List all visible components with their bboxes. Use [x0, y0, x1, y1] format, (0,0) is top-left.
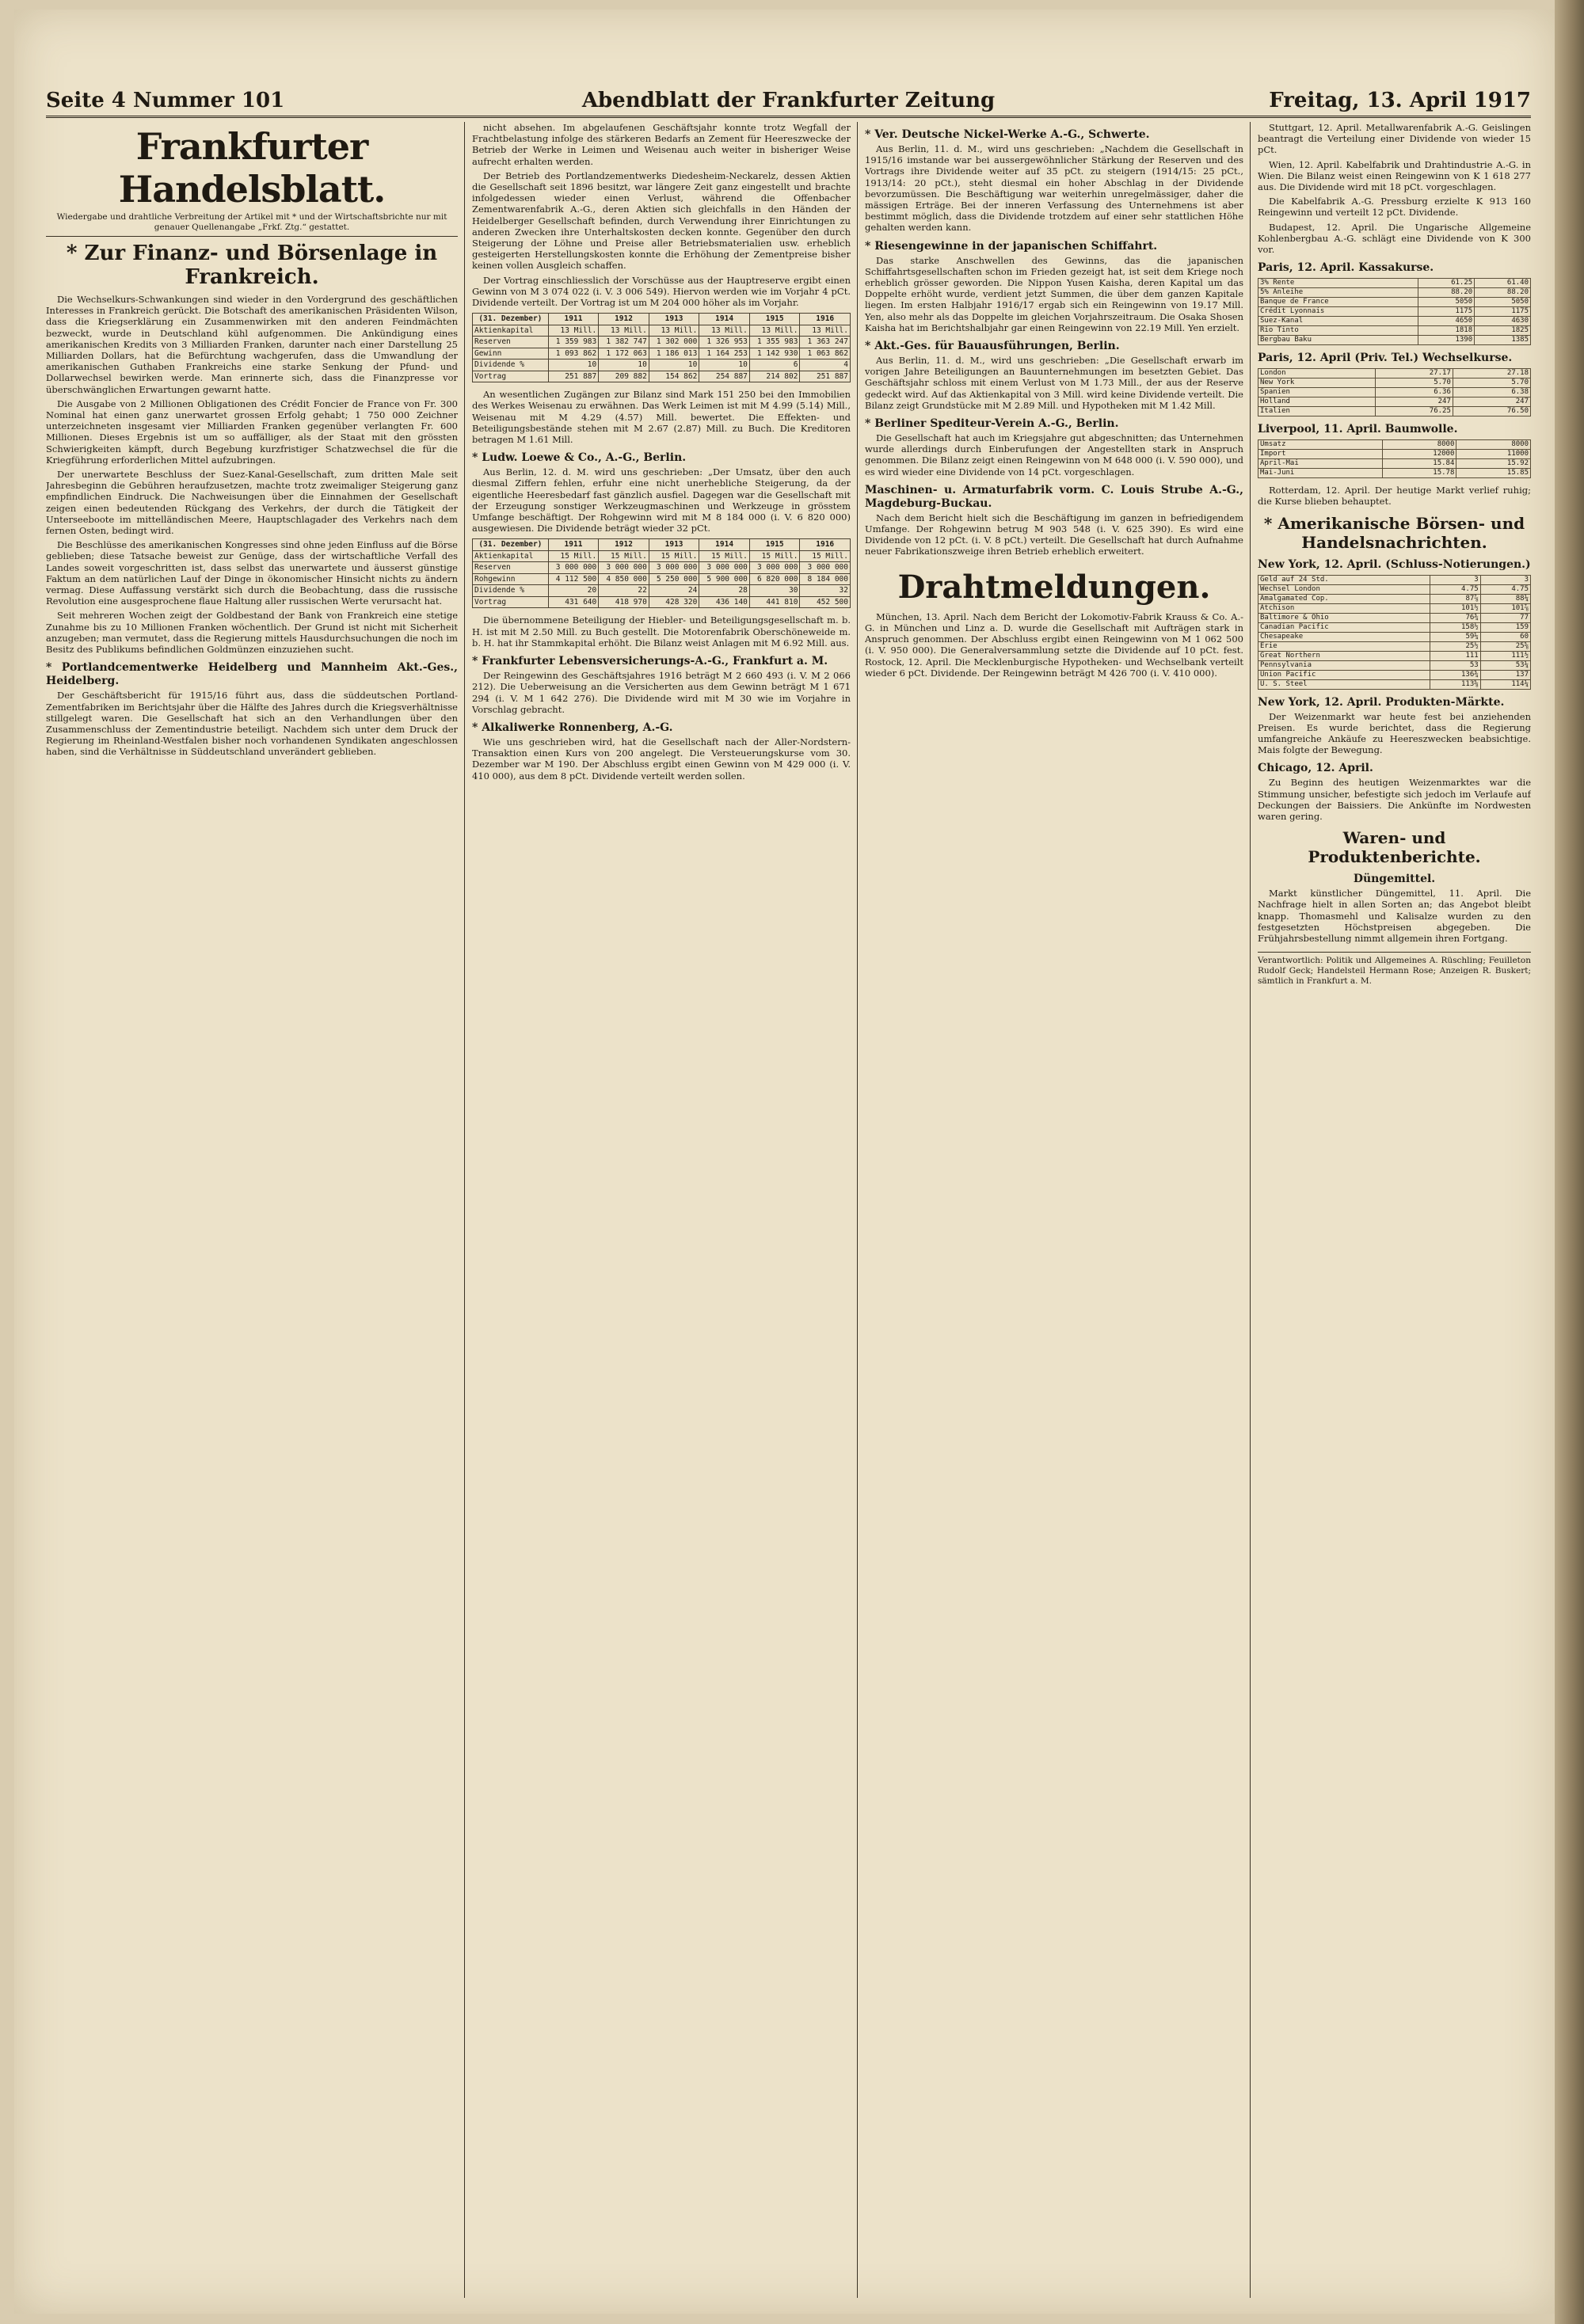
table-header-cell: 1915	[749, 314, 800, 325]
quote-row	[1258, 336, 1531, 345]
quote-cell: London	[1258, 369, 1376, 378]
article-headline: * Zur Finanz- und Börsenlage in Frankreich.	[66, 242, 438, 289]
article-paragraph: Seit mehreren Wochen zeigt der Goldbestand der Bank von Frankreich eine stetige Zunahme bis zu 10 Millionen Franken wöchentlich. Der Grund ist nicht mit Sicherheit anzugeben; man vermutet, dass die Regierung mittels Hausdurchsuchungen die noch im Besitz des Publikums befindlichen Goldmünzen einzuziehen sucht.	[46, 610, 458, 656]
quote-cell: Holland	[1258, 397, 1376, 407]
quote-cell: 88.20	[1418, 288, 1475, 298]
table-cell: 24	[649, 585, 699, 597]
quote-cell: 25½	[1430, 641, 1480, 651]
table-cell: 32	[800, 585, 851, 597]
page-number: Seite 4 Nummer 101	[46, 89, 285, 112]
article-paragraph: Wie uns geschrieben wird, hat die Gesellschaft nach der Aller-Nordstern-Transaktion einen Kurs von 200 angelegt. Die Versteuerungskurse vom 30. Dezember war M 190. Der Abschluss ergibt einen Gewinn von M 429 000 (i. V. 410 000), aus dem 8 pCt. Dividende verteilt werden sollen.	[472, 736, 851, 782]
quote-row	[1258, 469, 1531, 478]
quote-cell: 1385	[1475, 336, 1531, 345]
quote-table-title: Liverpool, 11. April. Baumwolle.	[1258, 423, 1458, 436]
table-cell: 431 640	[548, 596, 599, 608]
quote-cell: Italien	[1258, 407, 1376, 416]
table-cell: 452 500	[800, 596, 851, 608]
table-cell: 3 000 000	[749, 562, 800, 574]
table-cell: Dividende %	[473, 585, 549, 597]
quote-row	[1258, 613, 1531, 622]
quote-row	[1258, 660, 1531, 670]
market-note: Zu Beginn des heutigen Weizenmarktes war die Stimmung unsicher, befestigte sich jedoch im Verlaufe auf Deckungen der Baissiers. Die Ankünfte im Nordwesten waren gering.	[1258, 777, 1531, 823]
article-headline: * Ludw. Loewe & Co., A.-G., Berlin.	[472, 451, 687, 465]
section-headline: * Amerikanische Börsen- und Handelsnachrichten.	[1263, 513, 1525, 552]
table-cell: 15 Mill.	[749, 550, 800, 562]
market-note: Die Kabelfabrik A.-G. Pressburg erzielte K 913 160 Reingewinn und verteilt 12 pCt. Dividende.	[1258, 196, 1531, 219]
table-header-row	[473, 539, 851, 551]
quote-row	[1258, 279, 1531, 288]
quote-cell: 111½	[1480, 651, 1530, 660]
table-header-cell: (31. Dezember)	[473, 314, 549, 325]
quote-cell: Canadian Pacific	[1258, 622, 1430, 632]
quote-cell: 11000	[1456, 450, 1531, 459]
quote-cell: Chesapeake	[1258, 632, 1430, 641]
quote-row	[1258, 317, 1531, 326]
quote-cell: 136¾	[1430, 670, 1480, 679]
table-cell: 1 302 000	[649, 337, 699, 348]
quote-cell: Erie	[1258, 641, 1430, 651]
table-cell: 13 Mill.	[599, 325, 649, 337]
quote-cell: 27.18	[1453, 369, 1530, 378]
quote-cell: 4650	[1418, 317, 1475, 326]
table-header-cell: 1914	[699, 539, 750, 551]
quote-cell: U. S. Steel	[1258, 679, 1430, 689]
table-cell: 441 810	[749, 596, 800, 608]
quote-row	[1258, 388, 1531, 397]
table-header-cell: 1912	[599, 539, 649, 551]
table-cell: 1 164 253	[699, 348, 750, 359]
quote-table-title: New York, 12. April. (Schluss-Notierungen.)	[1258, 557, 1531, 571]
table-cell: 6 820 000	[749, 573, 800, 585]
quote-table-title: Paris, 12. April (Priv. Tel.) Wechselkurse.	[1258, 352, 1513, 365]
article-headline: * Portlandcementwerke Heidelberg und Mannheim Akt.-Ges., Heidelberg.	[46, 661, 458, 688]
quote-cell: 88¼	[1480, 594, 1530, 603]
quote-cell: 4.75	[1480, 584, 1530, 594]
table-cell: 154 862	[649, 371, 699, 382]
table-cell: 1 382 747	[599, 337, 649, 348]
table-row	[473, 337, 851, 348]
table-cell: 10	[649, 359, 699, 371]
reprint-note: Wiedergabe und drahtliche Verbreitung der Artikel mit * und der Wirtschaftsbrichte nur mit genauer Quellenangabe „Frkf. Ztg.“ gestattet.	[46, 212, 458, 237]
section-title: Frankfurter Handelsblatt.	[118, 125, 386, 211]
quote-cell: Great Northern	[1258, 651, 1430, 660]
subsection-headline: Düngemittel.	[1353, 873, 1436, 886]
table-header-cell: 1915	[749, 539, 800, 551]
quote-row	[1258, 632, 1531, 641]
quote-cell: 1390	[1418, 336, 1475, 345]
table-header-cell: 1912	[599, 314, 649, 325]
quote-cell: Amalgamated Cop.	[1258, 594, 1430, 603]
quote-cell: 6.36	[1375, 388, 1453, 397]
article-paragraph: Der unerwartete Beschluss der Suez-Kanal-Gesellschaft, zum dritten Male seit Jahresbeginn die Gebühren heraufzusetzen, machte trotz zweimaliger Steigerung ganz empfindlichen Eindruck. Die Nachweisungen über die Einnahmen der Gesellschaft zeigen einen bedeutenden Rückgang des Verkehrs, der durch die Tätigkeit der Unterseeboote im mittelländischen Meere, Hauptschlagader des Verkehrs nach dem fernen Osten, bedingt wird.	[46, 469, 458, 537]
quote-table-title: Paris, 12. April. Kassakurse.	[1258, 261, 1434, 275]
quote-cell: 1175	[1475, 307, 1531, 317]
quote-row	[1258, 440, 1531, 450]
quote-table-title: New York, 12. April. Produkten-Märkte.	[1258, 695, 1505, 709]
quote-cell: 6.38	[1453, 388, 1530, 397]
financial-table	[472, 538, 851, 608]
quote-cell: 114¼	[1480, 679, 1530, 689]
table-cell: 20	[548, 585, 599, 597]
table-cell: Aktienkapital	[473, 325, 549, 337]
quote-cell: Crédit Lyonnais	[1258, 307, 1418, 317]
article-paragraph: Aus Berlin, 11. d. M., wird uns geschrieben: „Nachdem die Gesellschaft in 1915/16 imstande war bei aussergewöhnlicher Stärkung der Reserven und des Vortrags ihre Dividende weiter auf 35 pCt. zu steigern (1914/15: 25 pCt., 1913/14: 20 pCt.), steht diesmal ein hoher Abschlag in der Dividende bevorzumüssen. Die Beschäftigung war weiterhin unregelmässiger, daher die mässigen Erträge. Bei der inneren Verfassung des Unternehmens ist aber bestimmt möglich, dass die Dividende trotzdem auf einer sehr stattlichen Höhe gehalten werden kann.	[865, 143, 1243, 234]
table-cell: Aktienkapital	[473, 550, 549, 562]
quote-cell: 53	[1430, 660, 1480, 670]
quote-cell: April-Mai	[1258, 459, 1383, 469]
quote-table	[1258, 439, 1531, 478]
table-cell: 5 900 000	[699, 573, 750, 585]
quote-row	[1258, 407, 1531, 416]
table-header-cell: (31. Dezember)	[473, 539, 549, 551]
quote-cell: 1825	[1475, 326, 1531, 336]
quote-row	[1258, 622, 1531, 632]
quote-cell: 27.17	[1375, 369, 1453, 378]
table-cell: Rohgewinn	[473, 573, 549, 585]
article-headline: * Ver. Deutsche Nickel-Werke A.-G., Schwerte.	[865, 128, 1150, 141]
article-paragraph: Aus Berlin, 12. d. M. wird uns geschrieben: „Der Umsatz, über den auch diesmal Ziffern fehlen, erfuhr eine nicht unerhebliche Steigerung, da der eigentliche Heeresbedarf fast gänzlich ausfiel. Dagegen war die Gesellschaft mit der Erzeugung sonstiger Werkzeugmaschinen und Werkzeuge in grösstem Umfange beschäftigt. Der Rohgewinn wird mit M 8 184 000 (i. V. 6 820 000) ausgewiesen. Die Dividende beträgt wieder 32 pCt.	[472, 466, 851, 534]
quote-cell: 15.84	[1382, 459, 1456, 469]
article-headline: * Akt.-Ges. für Bauausführungen, Berlin.	[865, 340, 1120, 353]
table-cell: 15 Mill.	[548, 550, 599, 562]
column-rule	[464, 122, 465, 2298]
table-cell: 4 850 000	[599, 573, 649, 585]
table-cell: 1 363 247	[800, 337, 851, 348]
quote-cell: 1175	[1418, 307, 1475, 317]
column-4	[1258, 122, 1531, 2298]
quote-cell: 5050	[1475, 298, 1531, 307]
quote-cell: 15.92	[1456, 459, 1531, 469]
quote-row	[1258, 459, 1531, 469]
quote-cell: 158½	[1430, 622, 1480, 632]
newspaper-name: Abendblatt der Frankfurter Zeitung	[581, 89, 996, 112]
quote-cell: 61.25	[1418, 279, 1475, 288]
article-paragraph: Der Reingewinn des Geschäftsjahres 1916 beträgt M 2 660 493 (i. V. M 2 066 212). Die Ueberweisung an die Versicherten aus dem Gewinn beträgt M 1 671 294 (i. V. M 1 642 276). Die Dividende wird mit M 30 wie im Vorjahre in Vorschlag gebracht.	[472, 670, 851, 715]
quote-cell: Mai-Juni	[1258, 469, 1383, 478]
article-paragraph: Der Betrieb des Portlandzementwerks Diedesheim-Neckarelz, dessen Aktien die Gesellschaft seit 1896 besitzt, war längere Zeit ganz eingestellt und brachte infolgedessen wieder einen Verlust, während die Offenbacher Zementwarenfabrik A.-G., deren Aktien sich gleichfalls in den Händen der Heidelberger Gesellschaft befinden, durch Verwendung ihrer Einrichtungen zu anderen Zwecken ihre Unterhaltskosten decken konnte. Gegenüber den durch Steigerung der Löhne und Preise aller Betriebsmaterialien usw. erheblich gesteigerten Herstellungskosten konnte die Erhöhung der Zementpreise bisher keinen vollen Ausgleich schaffen.	[472, 169, 851, 272]
quote-cell: 88.20	[1475, 288, 1531, 298]
article-paragraph: Die übernommene Beteiligung der Hiebler- und Beteiligungsgesellschaft m. b. H. ist mit M 2.50 Mill. zu Buch gestellt. Die Motorenfabrik Oberschöneweide m. b. H. hat ihr Stammkapital erhöht. Die Bilanz weist Anlagen mit M 6.92 Mill. aus.	[472, 614, 851, 649]
quote-cell: 5.70	[1375, 378, 1453, 388]
table-row	[473, 562, 851, 574]
table-cell: 15 Mill.	[649, 550, 699, 562]
column-2	[472, 122, 851, 2298]
quote-cell: 5050	[1418, 298, 1475, 307]
quote-cell: 113⅝	[1430, 679, 1480, 689]
article-paragraph: Aus Berlin, 11. d. M., wird uns geschrieben: „Die Gesellschaft erwarb im vorigen Jahre Beteiligungen an Bauunternehmungen im besetzten Gebiet. Das Geschäftsjahr schloss mit einem Verlust von M 1.73 Mill., der aus der Reserve gedeckt wird. Auf das Aktienkapital von 3 Mill. wird keine Dividende verteilt. Die Bilanz zeigt Grundstücke mit M 2.89 Mill. und Hypotheken mit M 1.42 Mill.	[865, 355, 1243, 411]
table-row	[473, 596, 851, 608]
imprint: Verantwortlich: Politik und Allgemeines A. Rüschling; Feuilleton Rudolf Geck; Handelsteil Hermann Rose; Anzeigen R. Buskert; sämtlich in Frankfurt a. M.	[1258, 952, 1531, 987]
quote-cell: Umsatz	[1258, 440, 1383, 450]
quote-row	[1258, 288, 1531, 298]
column-3	[865, 122, 1243, 2298]
quote-row	[1258, 594, 1531, 603]
article-headline: * Berliner Spediteur-Verein A.-G., Berlin.	[865, 417, 1119, 431]
column-rule	[1250, 122, 1251, 2298]
page-binding-edge	[1555, 0, 1584, 2324]
quote-cell: 25⅝	[1480, 641, 1530, 651]
quote-cell: Union Pacific	[1258, 670, 1430, 679]
quote-cell: Import	[1258, 450, 1383, 459]
table-row	[473, 325, 851, 337]
table-cell: 436 140	[699, 596, 750, 608]
quote-cell: Spanien	[1258, 388, 1376, 397]
quote-table	[1258, 278, 1531, 345]
table-cell: 15 Mill.	[699, 550, 750, 562]
quote-table	[1258, 575, 1531, 690]
quote-cell: 111	[1430, 651, 1480, 660]
quote-row	[1258, 584, 1531, 594]
table-cell: 13 Mill.	[548, 325, 599, 337]
table-row	[473, 573, 851, 585]
quote-cell: 77	[1480, 613, 1530, 622]
market-note: Der Weizenmarkt war heute fest bei anziehenden Preisen. Es wurde berichtet, dass die Regierung umfangreiche Ankäufe zu Heereszwecken beabsichtige. Mais folgte der Bewegung.	[1258, 710, 1531, 756]
quote-cell: Atchison	[1258, 603, 1430, 613]
quote-cell: 4630	[1475, 317, 1531, 326]
quote-cell: Baltimore & Ohio	[1258, 613, 1430, 622]
quote-cell: 60	[1480, 632, 1530, 641]
quote-cell: Pennsylvania	[1258, 660, 1430, 670]
table-header-cell: 1916	[800, 539, 851, 551]
table-cell: 1 093 862	[548, 348, 599, 359]
table-cell: 13 Mill.	[699, 325, 750, 337]
quote-cell: 8000	[1382, 440, 1456, 450]
quote-cell: 76¾	[1430, 613, 1480, 622]
quote-cell: 87⅞	[1430, 594, 1480, 603]
table-row	[473, 359, 851, 371]
quote-row	[1258, 326, 1531, 336]
masthead	[46, 89, 1531, 118]
quote-cell: 61.40	[1475, 279, 1531, 288]
table-cell: Vortrag	[473, 596, 549, 608]
table-cell: 13 Mill.	[800, 325, 851, 337]
quote-cell: Wechsel London	[1258, 584, 1430, 594]
table-cell: 1 142 930	[749, 348, 800, 359]
table-header-cell: 1911	[548, 539, 599, 551]
table-cell: Gewinn	[473, 348, 549, 359]
table-cell: 10	[699, 359, 750, 371]
table-cell: 3 000 000	[599, 562, 649, 574]
section-title-wire-reports: Drahtmeldungen.	[897, 568, 1211, 606]
quote-cell: 15.85	[1456, 469, 1531, 478]
table-header-cell: 1913	[649, 314, 699, 325]
table-cell: 1 186 013	[649, 348, 699, 359]
quote-cell: 12000	[1382, 450, 1456, 459]
table-cell: 30	[749, 585, 800, 597]
article-headline: Maschinen- u. Armaturfabrik vorm. C. Louis Strube A.-G., Magdeburg-Buckau.	[865, 483, 1243, 510]
article-paragraph: nicht absehen. Im abgelaufenen Geschäftsjahr konnte trotz Wegfall der Frachtbelastung infolge des stärkeren Bedarfs an Zement für Heereszwecke der Betrieb der Werke in Leimen und Weisenau auch weiter in bisheriger Weise aufrecht erhalten werden.	[472, 122, 851, 167]
table-header-row	[473, 314, 851, 325]
table-cell: 13 Mill.	[749, 325, 800, 337]
quote-cell: Bergbau Baku	[1258, 336, 1418, 345]
quote-cell: 3	[1430, 575, 1480, 584]
quote-cell: 53¼	[1480, 660, 1530, 670]
table-cell: 251 887	[800, 371, 851, 382]
quote-cell: 76.50	[1453, 407, 1530, 416]
quote-row	[1258, 651, 1531, 660]
table-cell: 214 802	[749, 371, 800, 382]
article-paragraph: Die Gesellschaft hat auch im Kriegsjahre gut abgeschnitten; das Unternehmen wurde allerdings durch Einberufungen der Angestellten stark in Anspruch genommen. Die Bilanz zeigt einen Reingewinn von M 648 000 (i. V. 590 000), und es wird wieder eine Dividende von 14 pCt. vorgeschlagen.	[865, 432, 1243, 477]
issue-date: Freitag, 13. April 1917	[1269, 89, 1531, 112]
table-cell: 28	[699, 585, 750, 597]
quote-cell: Rio Tinto	[1258, 326, 1418, 336]
table-cell: 15 Mill.	[800, 550, 851, 562]
table-cell: 1 172 063	[599, 348, 649, 359]
table-cell: 4	[800, 359, 851, 371]
table-cell: 209 882	[599, 371, 649, 382]
quote-row	[1258, 298, 1531, 307]
quote-row	[1258, 641, 1531, 651]
article-paragraph: München, 13. April. Nach dem Bericht der Lokomotiv-Fabrik Krauss & Co. A.-G. in München und Linz a. D. wurde die Gesellschaft mit Aufträgen stark in Anspruch genommen. Der Abschluss ergibt einen Reingewinn von M 1 062 500 (i. V. 950 000). Die Generalversammlung setzte die Dividende auf 10 pCt. fest. Rostock, 12. April. Die Mecklenburgische Hypotheken- und Wechselbank verteilt wieder 6 pCt. Dividende. Der Reingewinn beträgt M 426 700 (i. V. 410 000).	[865, 610, 1243, 679]
financial-table	[472, 313, 851, 382]
table-cell: Reserven	[473, 562, 549, 574]
table-row	[473, 550, 851, 562]
table-cell: 3 000 000	[548, 562, 599, 574]
quote-cell: 247	[1375, 397, 1453, 407]
article-paragraph: Das starke Anschwellen des Gewinns, das die japanischen Schiffahrtsgesellschaften schon im Frieden gezeigt hat, ist seit dem Kriege noch erheblich grösser geworden. Die Nippon Yusen Kaisha, deren Kapital um das Doppelte erhöht wurde, verdient jetzt Summen, die über dem ganzen Kapitale liegen. Im ersten Halbjahr 1916/17 ergab sich ein Reingewinn von 19.17 Mill. Yen, also mehr als das Doppelte im gleichen Vorjahrszeitraum. Die Osaka Shosen Kaisha hat im Berichtshalbjahr gar einen Reingewinn von 22.19 Mill. Yen erzielt.	[865, 254, 1243, 333]
table-cell: 1 359 983	[548, 337, 599, 348]
quote-table	[1258, 368, 1531, 416]
market-note: Rotterdam, 12. April. Der heutige Markt verlief ruhig; die Kurse blieben behauptet.	[1258, 485, 1531, 508]
quote-row	[1258, 679, 1531, 689]
quote-row	[1258, 575, 1531, 584]
quote-row	[1258, 670, 1531, 679]
table-header-cell: 1913	[649, 539, 699, 551]
quote-cell: 3	[1480, 575, 1530, 584]
section-headline: Waren- und Produktenberichte.	[1308, 828, 1481, 867]
article-headline: * Alkaliwerke Ronnenberg, A.-G.	[472, 721, 673, 734]
market-note: Markt künstlicher Düngemittel, 11. April. Die Nachfrage hielt in allen Sorten an; das Angebot bleibt knapp. Thomasmehl und Kalisalze wurden zu den festgesetzten Höchstpreisen abgegeben. Die Frühjahrsbestellung nimmt allgemein ihren Fortgang.	[1258, 888, 1531, 945]
quote-cell: 1818	[1418, 326, 1475, 336]
article-paragraph: Der Geschäftsbericht für 1915/16 führt aus, dass die süddeutschen Portland-Zementfabriken im Berichtsjahr über die Hälfte des Jahres durch die Kriegsverhältnisse stillgelegt waren. Die Gesellschaft hat sich an den Verhandlungen über den Zusammenschluss der Zementindustrie beteiligt. Nachdem sich unter dem Druck der Regierung im Rheinland-Westfalen bisher noch vorhandenen Syndikaten angeschlossen haben, sind die Verhältnisse in Süddeutschland unverändert geblieben.	[46, 690, 458, 758]
table-cell: 251 887	[548, 371, 599, 382]
table-cell: 15 Mill.	[599, 550, 649, 562]
table-header-cell: 1911	[548, 314, 599, 325]
table-cell: 4 112 500	[548, 573, 599, 585]
table-cell: 3 000 000	[699, 562, 750, 574]
quote-cell: 3% Rente	[1258, 279, 1418, 288]
newspaper-page	[14, 10, 1555, 2314]
table-cell: 22	[599, 585, 649, 597]
quote-table-title: Chicago, 12. April.	[1258, 762, 1373, 775]
quote-row	[1258, 603, 1531, 613]
table-cell: 5 250 000	[649, 573, 699, 585]
table-cell: 10	[599, 359, 649, 371]
quote-cell: 137	[1480, 670, 1530, 679]
quote-row	[1258, 378, 1531, 388]
quote-cell: 76.25	[1375, 407, 1453, 416]
article-paragraph: Nach dem Bericht hielt sich die Beschäftigung im ganzen in befriedigendem Umfange. Der Rohgewinn betrug M 903 548 (i. V. 625 390). Es wird eine Dividende von 12 pCt. (i. V. 8 pCt.) verteilt. Die Gesellschaft hat durch Aufnahme neuer Fabrikationszweige ihren Betrieb erheblich erweitert.	[865, 512, 1243, 557]
article-paragraph: Die Beschlüsse des amerikanischen Kongresses sind ohne jeden Einfluss auf die Börse geblieben; diese Tatsache beweist zur Genüge, dass der wirtschaftliche Verfall des Landes soweit vorgeschritten ist, dass selbst das unerwartete und äusserst günstige Faktum an dem natürlichen Lauf der Dinge in ökonomischer Hinsicht nichts zu ändern vermag. Diese Auffassung verstärkt sich durch die Beobachtung, dass die russische Revolution eine ausgesprochene flaue Haltung aller russischen Werte verursacht hat.	[46, 539, 458, 607]
table-cell: 3 000 000	[649, 562, 699, 574]
quote-cell: 59¼	[1430, 632, 1480, 641]
quote-cell: New York	[1258, 378, 1376, 388]
table-row	[473, 371, 851, 382]
table-cell: Dividende %	[473, 359, 549, 371]
table-cell: 1 355 983	[749, 337, 800, 348]
quote-cell: 5% Anleihe	[1258, 288, 1418, 298]
column-1	[46, 122, 458, 2298]
table-row	[473, 348, 851, 359]
quote-row	[1258, 450, 1531, 459]
quote-cell: 5.70	[1453, 378, 1530, 388]
table-cell: 8 184 000	[800, 573, 851, 585]
table-header-cell: 1914	[699, 314, 750, 325]
table-row	[473, 585, 851, 597]
quote-row	[1258, 369, 1531, 378]
quote-row	[1258, 397, 1531, 407]
article-paragraph: Die Wechselkurs-Schwankungen sind wieder in den Vordergrund des geschäftlichen Interesses in Frankreich gerückt. Die Botschaft des amerikanischen Präsidenten Wilson, dass die Kriegserklärung ein Zusammenwirken mit den anderen Feindmächten bezweckt, wurde in Deutschland kühl aufgenommen. Die Ankündigung eines amerikanischen Kredits von 3 Milliarden Franken, darunter nach einer Darstellung 25 Milliarden Dollars, hat die Befürchtung wachgerufen, dass die Umwandlung der amerikanischen Guthaben Frankreichs eine starke Senkung der Pfund- und Dollarwechsel bewirken werde. Man erinnerte sich, dass die Finanzpresse vor überschwänglichen Erwartungen gewarnt hatte.	[46, 294, 458, 395]
quote-cell: Geld auf 24 Std.	[1258, 575, 1430, 584]
table-cell: 1 326 953	[699, 337, 750, 348]
table-cell: Reserven	[473, 337, 549, 348]
table-cell: 13 Mill.	[649, 325, 699, 337]
table-cell: 1 063 862	[800, 348, 851, 359]
market-note: Stuttgart, 12. April. Metallwarenfabrik A.-G. Geislingen beantragt die Verteilung einer Dividende von wieder 15 pCt.	[1258, 122, 1531, 156]
quote-cell: Banque de France	[1258, 298, 1418, 307]
article-paragraph: Der Vortrag einschliesslich der Vorschüsse aus der Hauptreserve ergibt einen Gewinn von M 3 074 022 (i. V. 3 006 549). Hiervon werden wie im Vorjahr 4 pCt. Dividende verteilt. Der Vortrag ist um M 204 000 höher als im Vorjahr.	[472, 274, 851, 309]
table-cell: 3 000 000	[800, 562, 851, 574]
quote-row	[1258, 307, 1531, 317]
table-cell: 428 320	[649, 596, 699, 608]
quote-cell: 247	[1453, 397, 1530, 407]
article-paragraph: An wesentlichen Zugängen zur Bilanz sind Mark 151 250 bei den Immobilien des Werkes Weisenau zu erwähnen. Das Werk Leimen ist mit M 4.99 (5.14) Mill., Weisenau mit M 4.29 (4.57) Mill. bewertet. Die Effekten- und Beteiligungsbestände stehen mit M 2.67 (2.87) Mill. zu Buch. Die Kreditoren betragen M 1.61 Mill.	[472, 389, 851, 446]
table-cell: 418 970	[599, 596, 649, 608]
quote-cell: 159	[1480, 622, 1530, 632]
table-cell: 254 887	[699, 371, 750, 382]
quote-cell: 4.75	[1430, 584, 1480, 594]
table-cell: 10	[548, 359, 599, 371]
article-headline: * Frankfurter Lebensversicherungs-A.-G., Frankfurt a. M.	[472, 655, 828, 668]
quote-cell: 8000	[1456, 440, 1531, 450]
table-cell: Vortrag	[473, 371, 549, 382]
table-header-cell: 1916	[800, 314, 851, 325]
article-headline: * Riesengewinne in der japanischen Schiffahrt.	[865, 239, 1158, 253]
market-note: Wien, 12. April. Kabelfabrik und Drahtindustrie A.-G. in Wien. Die Bilanz weist einen Reingewinn von K 1 618 277 aus. Die Dividende wird mit 18 pCt. vorgeschlagen.	[1258, 158, 1531, 193]
quote-cell: 15.78	[1382, 469, 1456, 478]
table-cell: 6	[749, 359, 800, 371]
quote-cell: 101⅞	[1480, 603, 1530, 613]
column-rule	[857, 122, 858, 2298]
market-note: Budapest, 12. April. Die Ungarische Allgemeine Kohlenbergbau A.-G. schlägt eine Dividende von K 300 vor.	[1258, 221, 1531, 256]
quote-cell: Suez-Kanal	[1258, 317, 1418, 326]
quote-cell: 101½	[1430, 603, 1480, 613]
article-paragraph: Die Ausgabe von 2 Millionen Obligationen des Crédit Foncier de France von Fr. 300 Nominal hat einen ganz unerwartet grossen Erfolg gehabt; 1 750 000 Zeichner unterzeichneten insgesamt vier Milliarden Franken gegenüber verlangten Fr. 600 Millionen. Dieses Ergebnis ist um so auffälliger, als der Staat mit den grössten Schwierigkeiten kämpft, durch Begebung kurzfristiger Schatzwechsel die für die Kriegführung erforderlichen Mittel aufzubringen.	[46, 397, 458, 466]
